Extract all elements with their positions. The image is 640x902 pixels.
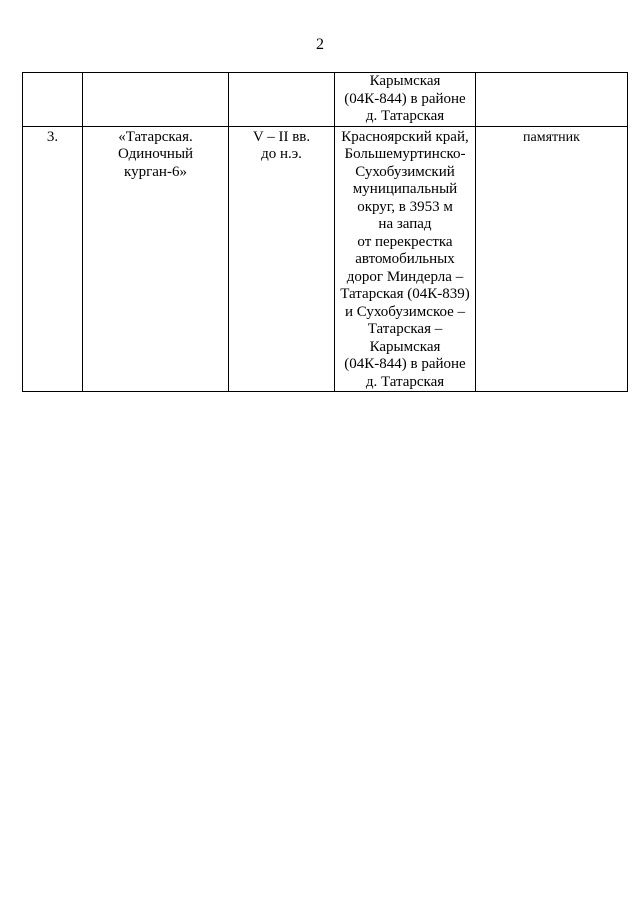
object-name-line: Одиночный — [117, 146, 194, 162]
category-cell — [476, 73, 628, 127]
location-line: автомобильных — [355, 251, 455, 267]
location-line: округ, в 3953 м — [357, 198, 453, 215]
category-cell: памятник — [476, 126, 628, 392]
location-line: Красноярский край, — [341, 128, 469, 145]
location-line: Большемуртинско- — [344, 146, 466, 162]
object-name-cell — [83, 73, 229, 127]
location-cell — [335, 126, 476, 392]
row-number-cell: 3. — [23, 126, 83, 392]
location-cell — [335, 73, 476, 127]
dating-line: до н.э. — [261, 146, 302, 162]
dating-cell — [229, 126, 335, 392]
location-line: Татарская (04К-839) — [340, 286, 470, 302]
heritage-objects-table — [22, 72, 628, 392]
dating-cell — [229, 73, 335, 127]
location-line: (04К-844) в районе — [344, 90, 466, 107]
location-line: Сухобузимский — [355, 163, 455, 180]
location-line: (04К-844) в районе — [344, 356, 466, 372]
page-number: 2 — [316, 36, 324, 53]
dating-line: V – II вв. — [252, 128, 311, 145]
location-line: на запад — [378, 216, 432, 232]
table-row — [23, 73, 628, 127]
location-line: д. Татарская — [365, 108, 445, 124]
object-name-line: «Татарская. — [118, 128, 193, 145]
location-line: муниципальный — [352, 181, 458, 197]
object-name-line: курган-6» — [124, 163, 187, 180]
table-row — [23, 126, 628, 392]
location-line: Карымская — [369, 338, 441, 355]
location-line: д. Татарская — [365, 373, 445, 390]
location-line: Карымская — [369, 73, 441, 89]
location-line: и Сухобузимское – — [344, 303, 466, 320]
location-line: дорог Миндерла – — [346, 268, 464, 285]
row-number-cell — [23, 73, 83, 127]
object-name-cell — [83, 126, 229, 392]
location-line: Татарская – — [367, 321, 443, 337]
location-line: от перекрестка — [357, 233, 453, 250]
